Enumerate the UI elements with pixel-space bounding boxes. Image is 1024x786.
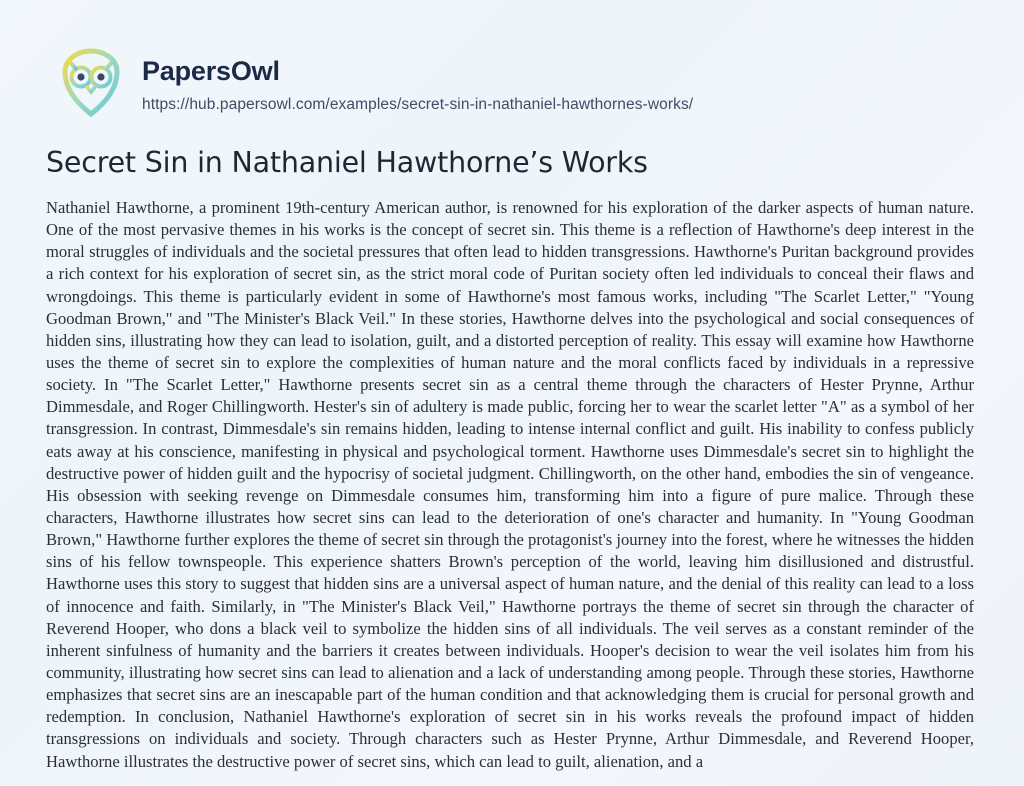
owl-logo-icon: [54, 46, 128, 120]
brand-block: [142, 53, 693, 114]
page-url[interactable]: https://hub.papersowl.com/examples/secret-sin-in-nathaniel-hawthornes-works/: [142, 96, 694, 114]
article-body: Nathaniel Hawthorne, a prominent 19th-century American author, is renowned for his exploration of the darker aspects of human nature. One of the most pervasive themes in his works is the concept of secret sin. This theme is a reflection of Hawthorne's deep interest in the moral struggles of individuals and the societal pressures that often lead to hidden transgressions. Hawthorne's Puritan background provides a rich context for his exploration of secret sin, as the strict moral code of Puritan society often led individuals to conceal their flaws and wrongdoings. This theme is particularly evident in some of Hawthorne's most famous works, including "The Scarlet Letter," "Young Goodman Brown," and "The Minister's Black Veil." In these stories, Hawthorne delves into the psychological and social consequences of hidden sins, illustrating how they can lead to isolation, guilt, and a distorted perception of reality. This essay will examine how Hawthorne uses the theme of secret sin to explore the complexities of human nature and the moral conflicts faced by individuals in a repressive society. In "The Scarlet Letter," Hawthorne presents secret sin as a central theme through the characters of Hester Prynne, Arthur Dimmesdale, and Roger Chillingworth. Hester's sin of adultery is made public, forcing her to wear the scarlet letter "A" as a symbol of her transgression. In contrast, Dimmesdale's sin remains hidden, leading to intense internal conflict and guilt. His inability to confess publicly eats away at his conscience, manifesting in physical and psychological torment. Hawthorne uses Dimmesdale's secret sin to highlight the destructive power of hidden guilt and the hypocrisy of societal judgment. Chillingworth, on the other hand, embodies the sin of vengeance. His obsession with seeking revenge on Dimmesdale consumes him, transforming him into a figure of pure malice. Through these characters, Hawthorne illustrates how secret sins can lead to the deterioration of one's character and humanity. In "Young Goodman Brown," Hawthorne further explores the theme of secret sin through the protagonist's journey into the forest, where he witnesses the hidden sins of his fellow townspeople. This experience shatters Brown's perception of the world, leaving him disillusioned and distrustful. Hawthorne uses this story to suggest that hidden sins are a universal aspect of human nature, and the denial of this reality can lead to a loss of innocence and faith. Similarly, in "The Minister's Black Veil," Hawthorne portrays the theme of secret sin through the character of Reverend Hooper, who dons a black veil to symbolize the hidden sins of all individuals. The veil serves as a constant reminder of the inherent sinfulness of humanity and the barriers it creates between individuals. Hooper's decision to wear the veil isolates him from his community, illustrating how secret sins can lead to alienation and a lack of understanding among people. Through these stories, Hawthorne emphasizes that secret sins are an inescapable part of the human condition and that acknowledging them is crucial for personal growth and redemption. In conclusion, Nathaniel Hawthorne's exploration of secret sin in his works reveals the profound impact of hidden transgressions on individuals and society. Through characters such as Hester Prynne, Arthur Dimmesdale, and Reverend Hooper, Hawthorne illustrates the destructive power of secret sins, which can lead to guilt, alienation, and a: [46, 198, 974, 771]
article-content: [44, 146, 980, 773]
site-header: [44, 46, 980, 120]
page-title: Secret Sin in Nathaniel Hawthorne’s Works: [46, 146, 648, 179]
brand-name: PapersOwl: [142, 55, 280, 86]
